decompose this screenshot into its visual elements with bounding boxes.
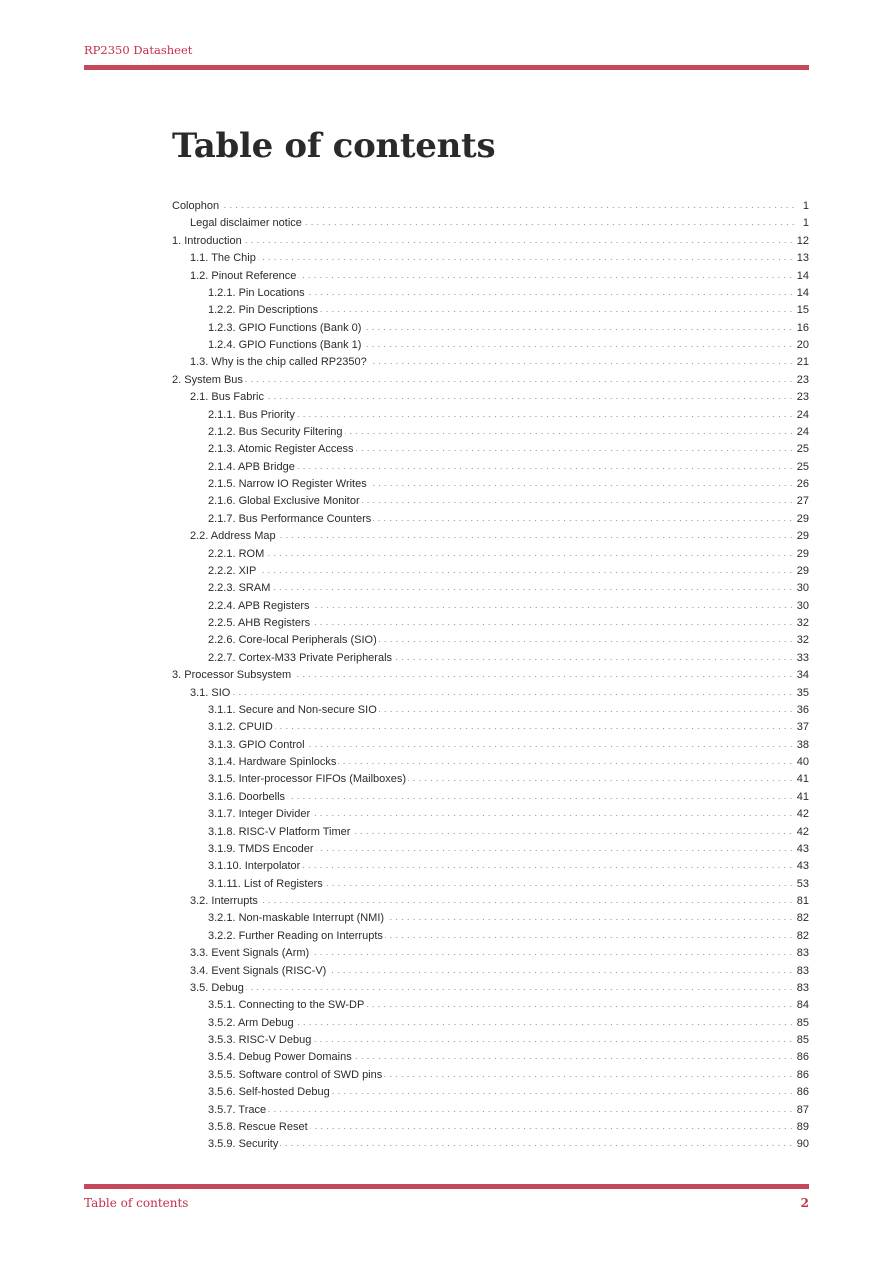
toc-dot-leader [280,1137,793,1147]
toc-dot-leader [311,946,794,956]
toc-dot-leader [298,269,793,279]
toc-dot-leader [363,338,793,348]
toc-entry[interactable] [172,997,809,1014]
toc-entry-page: 23 [796,391,809,404]
toc-entry-title: 2.2.7. Cortex-M33 Private Peripherals [208,651,393,664]
toc-dot-leader [320,303,794,313]
toc-entry-title: 2.1.1. Bus Priority [208,408,295,421]
toc-entry[interactable] [172,337,809,354]
toc-entry-page: 84 [796,999,809,1012]
toc-entry-title: 2.1.2. Bus Security Filtering [208,425,343,438]
toc-entry[interactable] [172,285,809,302]
toc-entry-title: 3.1. SIO [190,686,231,699]
toc-entry[interactable] [172,320,809,337]
toc-dot-leader [328,964,793,974]
footer-rule [84,1184,809,1189]
toc-entry-title: 3.1.8. RISC-V Platform Timer [208,825,351,838]
table-of-contents [172,198,809,1154]
footer-page-number: 2 [800,1196,809,1210]
toc-entry-title: 3.5.8. Rescue Reset [208,1120,308,1133]
toc-entry-page: 24 [796,425,809,438]
toc-entry-page: 41 [796,790,809,803]
toc-entry[interactable] [172,771,809,788]
toc-dot-leader [379,633,794,643]
toc-entry-page: 36 [796,703,809,716]
toc-entry[interactable] [172,580,809,597]
toc-entry-title: 2.1.4. APB Bridge [208,460,295,473]
toc-entry-page: 38 [796,738,809,751]
toc-entry-title: 3.1.5. Inter-processor FIFOs (Mailboxes) [208,773,407,786]
toc-dot-leader [266,547,794,557]
toc-dot-leader [356,442,794,452]
toc-dot-leader [275,720,794,730]
toc-entry-page: 1 [802,200,809,212]
toc-entry-title: 3.1.10. Interpolator [208,860,301,873]
toc-entry-page: 15 [796,304,809,317]
toc-dot-leader [304,216,796,226]
toc-dot-leader [384,1068,794,1078]
toc-entry-title: 3.1.3. GPIO Control [208,738,305,751]
toc-dot-leader [297,460,794,470]
toc-entry-title: 3.1.11. List of Registers [208,877,323,890]
toc-entry-title: 3.1.1. Secure and Non-secure SIO [208,703,377,716]
toc-entry-title: 3.1.6. Doorbells [208,790,286,803]
toc-entry-page: 89 [796,1120,809,1133]
toc-entry-title: 3.5.7. Trace [208,1103,267,1116]
toc-dot-leader [268,1103,794,1113]
toc-dot-leader [310,1120,794,1130]
toc-entry[interactable] [172,424,809,441]
toc-entry[interactable] [172,685,809,702]
toc-entry-page: 14 [796,286,809,299]
toc-entry-page: 41 [796,773,809,786]
toc-dot-leader [232,686,793,696]
toc-dot-leader [379,703,794,713]
toc-dot-leader [266,390,794,400]
toc-entry-page: 43 [796,860,809,873]
toc-entry[interactable] [172,1049,809,1066]
toc-dot-leader [362,494,794,504]
toc-dot-leader [312,807,794,817]
toc-entry-page: 83 [796,981,809,994]
toc-dot-leader [221,199,796,209]
toc-dot-leader [363,321,793,331]
toc-entry-page: 34 [796,669,809,682]
toc-entry-page: 32 [796,617,809,629]
toc-entry-page: 90 [796,1138,809,1151]
toc-entry-title: 3.5.9. Security [208,1138,279,1151]
toc-entry-title: 2.2.3. SRAM [208,582,271,595]
toc-entry-page: 29 [796,547,809,560]
toc-entry[interactable] [172,667,809,684]
toc-entry[interactable] [172,824,809,841]
toc-entry-page: 37 [796,721,809,734]
toc-entry-title: 3.5.5. Software control of SWD pins [208,1068,383,1081]
toc-dot-leader [246,981,794,991]
toc-dot-leader [312,599,794,609]
toc-entry-title: 2.2.6. Core-local Peripherals (SIO) [208,634,377,647]
toc-entry[interactable] [172,789,809,806]
toc-entry[interactable] [172,980,809,997]
toc-entry-title: 2.2.2. XIP [208,564,257,577]
toc-dot-leader [408,772,794,782]
toc-entry-title: 3.5. Debug [190,981,244,994]
toc-entry[interactable] [172,928,809,945]
toc-entry-title: 1.2.1. Pin Locations [208,286,305,299]
toc-entry-page: 86 [796,1068,809,1081]
toc-entry-page: 40 [796,756,809,768]
toc-entry-page: 85 [796,1034,809,1046]
toc-entry[interactable] [172,372,809,389]
toc-dot-leader [278,529,794,539]
toc-entry-page: 1 [802,217,809,230]
toc-entry-page: 53 [796,877,809,890]
toc-entry-page: 20 [796,339,809,351]
toc-entry[interactable] [172,459,809,476]
toc-entry[interactable] [172,302,809,319]
toc-entry-title: 3.5.4. Debug Power Domains [208,1051,352,1064]
toc-entry-page: 86 [796,1086,809,1099]
toc-entry[interactable] [172,476,809,493]
toc-entry[interactable] [172,268,809,285]
toc-entry-page: 12 [796,234,809,247]
toc-entry-page: 35 [796,686,809,699]
toc-dot-leader [316,842,794,852]
toc-entry[interactable] [172,910,809,927]
toc-entry[interactable] [172,1102,809,1119]
toc-entry-title: 3.2.2. Further Reading on Interrupts [208,929,383,942]
toc-dot-leader [297,408,794,418]
toc-entry-title: 3.1.2. CPUID [208,721,273,734]
toc-dot-leader [366,998,793,1008]
toc-entry-title: 3.2. Interrupts [190,895,258,907]
toc-entry-page: 87 [796,1103,809,1116]
toc-dot-leader [258,564,793,574]
toc-entry[interactable] [172,1119,809,1136]
toc-entry-page: 16 [796,321,809,334]
toc-dot-leader [258,251,794,261]
toc-entry-page: 30 [796,582,809,595]
toc-entry[interactable] [172,250,809,267]
toc-dot-leader [296,1016,794,1026]
toc-entry[interactable] [172,719,809,736]
toc-dot-leader [307,738,794,748]
toc-dot-leader [244,234,794,244]
toc-entry-page: 14 [796,269,809,282]
toc-entry-title: 3.5.2. Arm Debug [208,1016,294,1029]
toc-entry[interactable] [172,945,809,962]
toc-dot-leader [302,859,793,869]
toc-dot-leader [260,894,794,904]
toc-entry[interactable] [172,441,809,458]
header-rule [84,65,809,70]
toc-entry[interactable] [172,1015,809,1032]
toc-entry-page: 83 [796,947,809,960]
toc-entry-page: 25 [796,460,809,473]
toc-entry-title: 3.4. Event Signals (RISC-V) [190,964,327,977]
toc-entry-title: 2.2.1. ROM [208,547,265,560]
toc-dot-leader [313,1033,793,1043]
toc-entry-page: 82 [796,912,809,925]
running-header: RP2350 Datasheet [84,43,193,57]
toc-entry[interactable] [172,563,809,580]
toc-dot-leader [386,911,794,921]
toc-entry-title: 3.1.7. Integer Divider [208,808,311,821]
toc-entry[interactable] [172,407,809,424]
toc-entry-title: 3.1.4. Hardware Spinlocks [208,756,337,768]
toc-entry-page: 86 [796,1051,809,1064]
toc-entry[interactable] [172,528,809,545]
toc-entry-title: 2.1. Bus Fabric [190,391,264,404]
toc-entry[interactable] [172,615,809,632]
toc-dot-leader [373,512,794,522]
toc-entry-page: 43 [796,842,809,855]
toc-entry-title: 1.2.2. Pin Descriptions [208,304,319,317]
toc-entry-title: 3.3. Event Signals (Arm) [190,947,310,960]
toc-entry-title: 2.1.3. Atomic Register Access [208,443,354,456]
toc-entry[interactable] [172,198,809,215]
toc-dot-leader [325,877,794,887]
toc-dot-leader [354,1050,794,1060]
toc-entry[interactable] [172,963,809,980]
toc-entry[interactable] [172,876,809,893]
footer-section-title: Table of contents [84,1196,189,1210]
page-title: Table of contents [172,126,496,166]
toc-entry[interactable] [172,858,809,875]
toc-dot-leader [287,790,794,800]
toc-dot-leader [245,373,794,383]
toc-entry[interactable] [172,754,809,771]
toc-entry-title: 3. Processor Subsystem [172,669,292,682]
toc-entry[interactable] [172,215,809,232]
toc-entry-title: 1.3. Why is the chip called RP2350? [190,356,367,369]
toc-entry-page: 24 [796,408,809,421]
toc-dot-leader [272,581,793,591]
toc-entry[interactable] [172,1136,809,1153]
toc-dot-leader [307,286,794,296]
toc-dot-leader [332,1085,794,1095]
toc-entry-page: 25 [796,443,809,456]
toc-entry[interactable] [172,841,809,858]
toc-entry-page: 23 [796,373,809,386]
toc-entry-page: 29 [796,564,809,577]
toc-entry[interactable] [172,632,809,649]
toc-entry[interactable] [172,354,809,371]
toc-entry[interactable] [172,511,809,528]
toc-entry-title: 1.2.3. GPIO Functions (Bank 0) [208,321,362,334]
toc-entry-title: 3.5.1. Connecting to the SW-DP [208,999,365,1012]
toc-entry-title: 3.5.6. Self-hosted Debug [208,1086,330,1099]
toc-dot-leader [338,755,793,765]
toc-entry-page: 42 [796,808,809,821]
toc-entry-title: 3.5.3. RISC-V Debug [208,1034,312,1046]
toc-entry[interactable] [172,233,809,250]
toc-entry-page: 13 [796,252,809,265]
toc-entry-title: 2.2.4. APB Registers [208,599,310,612]
toc-entry-title: 3.2.1. Non-maskable Interrupt (NMI) [208,912,385,925]
toc-entry[interactable] [172,1067,809,1084]
toc-entry-page: 21 [796,356,809,369]
toc-dot-leader [345,425,794,435]
toc-entry-page: 27 [796,495,809,508]
toc-entry-page: 26 [796,478,809,490]
toc-entry[interactable] [172,1032,809,1049]
toc-entry-title: 2. System Bus [172,373,243,386]
toc-entry[interactable] [172,598,809,615]
toc-entry-title: 2.1.6. Global Exclusive Monitor [208,495,360,508]
toc-entry-title: 2.2. Address Map [190,530,276,543]
toc-entry-page: 85 [796,1016,809,1029]
toc-entry-page: 33 [796,651,809,664]
toc-entry[interactable] [172,702,809,719]
toc-entry-page: 30 [796,599,809,612]
toc-entry-title: 2.1.7. Bus Performance Counters [208,512,372,525]
toc-dot-leader [369,355,794,365]
toc-entry-title: 3.1.9. TMDS Encoder [208,842,314,855]
toc-dot-leader [394,651,794,661]
toc-dot-leader [369,477,794,487]
toc-entry[interactable] [172,650,809,667]
toc-dot-leader [312,616,794,626]
toc-entry[interactable] [172,893,809,910]
toc-entry-title: 1.2. Pinout Reference [190,269,297,282]
toc-entry-title: 1.2.4. GPIO Functions (Bank 1) [208,339,362,351]
toc-entry-page: 29 [796,530,809,543]
toc-entry[interactable] [172,546,809,563]
toc-entry-page: 82 [796,929,809,942]
toc-entry-title: 1.1. The Chip [190,252,256,265]
toc-entry[interactable] [172,1084,809,1101]
toc-dot-leader [293,668,794,678]
toc-entry-page: 29 [796,512,809,525]
toc-dot-leader [352,825,793,835]
toc-entry-title: Colophon [172,200,220,212]
toc-entry[interactable] [172,806,809,823]
toc-entry-page: 42 [796,825,809,838]
toc-entry-title: Legal disclaimer notice [190,217,302,230]
toc-entry[interactable] [172,493,809,510]
toc-entry[interactable] [172,389,809,406]
toc-entry-title: 1. Introduction [172,234,242,247]
toc-entry-title: 2.2.5. AHB Registers [208,617,311,629]
toc-dot-leader [385,929,794,939]
toc-entry[interactable] [172,737,809,754]
toc-entry-page: 32 [796,634,809,647]
toc-entry-page: 81 [796,895,809,907]
toc-entry-page: 83 [796,964,809,977]
toc-entry-title: 2.1.5. Narrow IO Register Writes [208,478,367,490]
